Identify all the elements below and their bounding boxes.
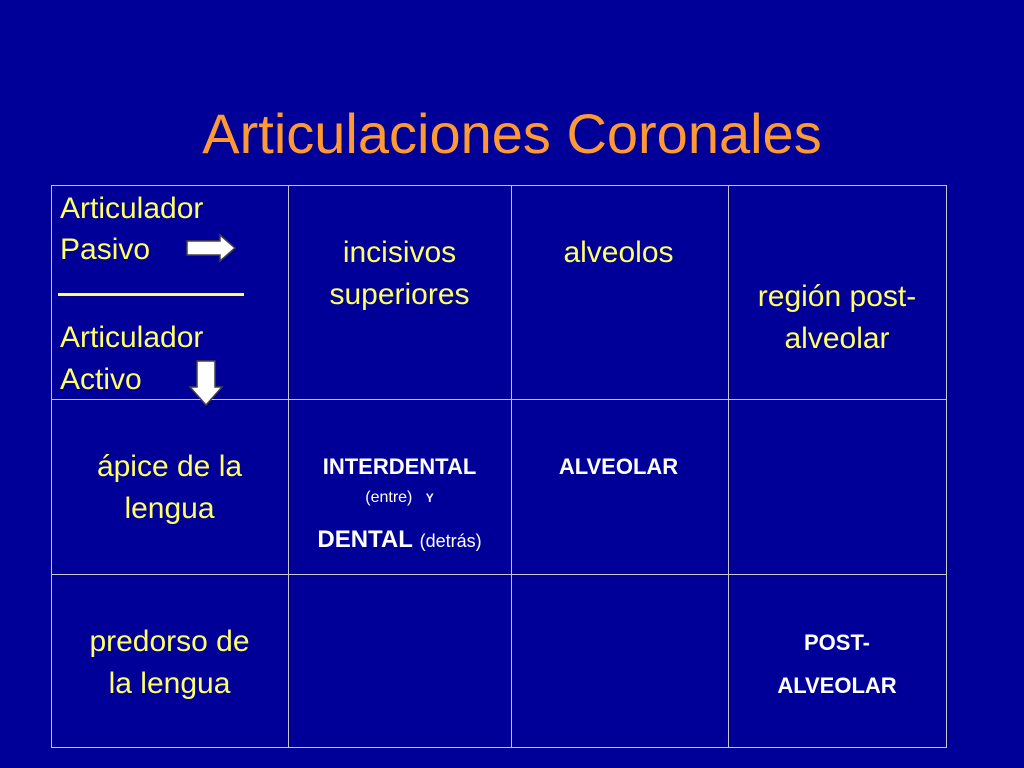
cell-entre: (entre) xyxy=(365,489,413,506)
cell-post-alveolar: ALVEOLAR xyxy=(777,673,897,698)
row-divider xyxy=(52,399,946,400)
column-header-incisivos-line1: incisivos xyxy=(342,236,457,269)
row-label-predorso-line1: predorso de xyxy=(89,625,250,658)
cell-interdental: INTERDENTAL xyxy=(322,454,477,479)
arrow-right-icon xyxy=(186,234,236,262)
header-pasivo-line1: Articulador xyxy=(60,192,204,225)
cell-alveolar: ALVEOLAR xyxy=(558,454,679,479)
row-label-apice-line1: ápice de la xyxy=(96,450,243,483)
header-activo-line2: Activo xyxy=(60,363,142,396)
row-label-apice-line2: lengua xyxy=(124,492,215,525)
column-header-alveolos: alveolos xyxy=(563,236,674,269)
cell-detras: (detrás) xyxy=(419,531,482,551)
arrow-down-icon xyxy=(189,360,223,406)
cell-dental-row xyxy=(288,525,511,556)
cell-dental: DENTAL xyxy=(317,526,413,553)
header-divider-line xyxy=(58,293,244,296)
cell-y: Y xyxy=(425,491,434,505)
row-label-predorso-line2: la lengua xyxy=(108,667,231,700)
column-header-postalveolar-line1: región post- xyxy=(757,280,917,313)
header-pasivo-line2: Pasivo xyxy=(60,233,151,266)
column-header-incisivos-line2: superiores xyxy=(329,278,470,311)
column-divider xyxy=(728,186,729,747)
cell-post: POST- xyxy=(803,630,870,655)
row-divider xyxy=(52,574,946,575)
slide-title: Articulaciones Coronales xyxy=(202,102,822,165)
column-header-postalveolar-line2: alveolar xyxy=(784,322,890,355)
cell-entre-y xyxy=(288,488,511,508)
header-activo-line1: Articulador xyxy=(60,321,204,354)
